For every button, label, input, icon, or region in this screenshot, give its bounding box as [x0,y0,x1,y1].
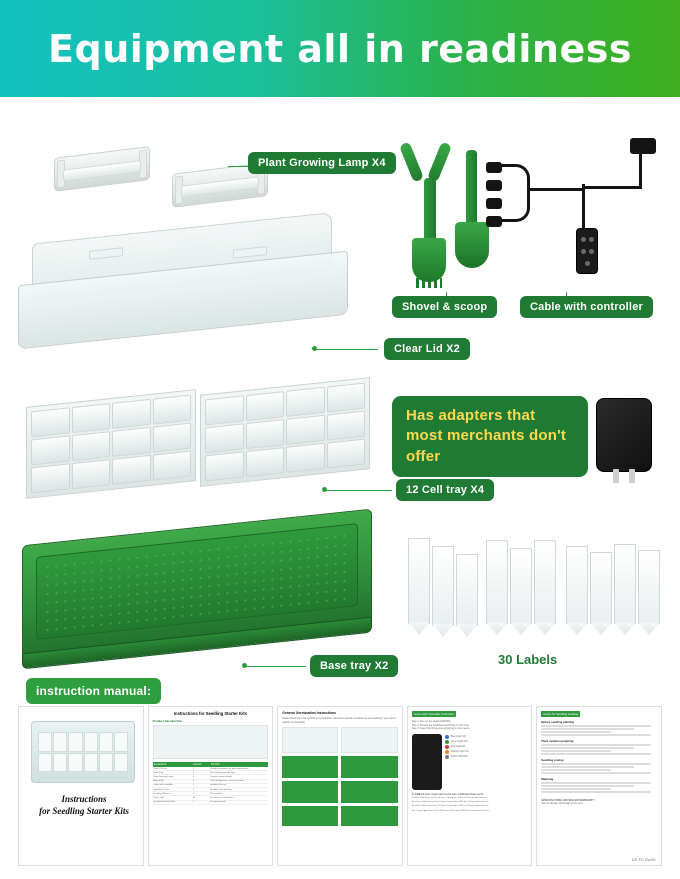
table-cell: 2 [192,771,194,774]
text-line [541,763,651,765]
legend-label: Blue Light ON [450,735,466,739]
tray-cell [327,439,366,469]
legend-label: Red Light ON [450,745,466,749]
manual-sheet-4 [536,706,662,866]
tray-cell [112,427,151,457]
sheet2-step-image-5 [282,781,338,803]
manual-sheet-2 [277,706,403,866]
legend-swatch [445,750,449,754]
legend-swatch [445,755,449,759]
callout-cell-tray: 12 Cell tray X4 [396,479,494,501]
callout-line-lamp [228,166,250,167]
lamp-end-cap-left [57,160,65,189]
text-line [541,766,633,768]
callout-shovel: Shovel & scoop [392,296,497,318]
sheet4-sections [541,720,657,793]
table-cell: 1 [192,792,194,795]
callout-labels: 30 Labels [498,652,558,667]
cell-tray-2 [200,377,370,487]
text-line [541,731,610,733]
table-cell: Seedling Scissor [209,784,227,787]
plant-label-3 [456,554,478,626]
callout-line-lid [316,349,378,350]
text-line [541,782,651,784]
callout-lid: Clear Lid X2 [384,338,470,360]
controller-button-1[interactable] [581,237,586,242]
cable-wire-main [530,188,582,191]
tray-cell [31,463,70,493]
sheet1-header-function: Function [210,763,220,766]
tray-cell [72,459,111,489]
plant-label-5 [510,548,532,624]
sheet1-subtitle: Product Introduction [152,719,183,723]
controller-button-4[interactable] [589,249,594,254]
cell-tray-1 [26,389,196,499]
text-line [541,750,610,752]
table-cell: Plant Growing Lamp [153,775,174,778]
cover-title-line-2: for Seedling Starter Kits [39,806,129,817]
legend-label: Orange Light ON [450,750,469,754]
text-line [541,785,633,787]
tray-cell [327,383,366,413]
sheet2-step-image-8 [341,806,397,826]
section-heading: Before seedling planting [541,720,575,724]
cable-plug-1 [486,162,502,173]
tray-cell [286,387,325,417]
controller-button-2[interactable] [589,237,594,242]
tray-cell [72,431,111,461]
callout-line-cell-tray [326,490,392,491]
table-cell: 1 [192,780,194,783]
sheet2-body: Please check your seed packet for germination instructions specific to plants you are seeking in your (Seed packets not included) [282,717,396,724]
text-line [541,747,633,749]
cover-tray-illustration [31,721,135,783]
table-cell: 1 [192,801,194,804]
sheet1-header-accessories: Accessories [153,763,167,766]
cable-with-controller [486,140,656,290]
tray-cell [153,451,192,481]
grow-lamp-1 [54,146,150,192]
tray-cell [327,411,366,441]
tray-cell [72,403,111,433]
cable-plug-3 [486,198,502,209]
sheet3-notes [412,797,528,813]
controller-button-3[interactable] [581,249,586,254]
callout-line-base-tray [246,666,306,667]
sheet2-step-image-7 [282,806,338,826]
plant-label-6 [534,540,556,624]
table-cell: Plant marker [209,792,223,795]
tray-cell [153,423,192,453]
list-item: the Orange light turns on for 18 hours it then goes OFF for 6 hours then back on [411,809,490,812]
table-cell: Seedling Whisper [153,792,171,795]
tray-cell [286,415,325,445]
table-cell: Connect power supply [209,775,232,778]
tray-cell [153,395,192,425]
callout-lamp: Plant Growing Lamp X4 [248,152,396,174]
table-cell: 1 [192,788,194,791]
plant-label-10 [638,550,660,624]
sheet4-footer: MANUFACTURE AND SELLER WARRANTY [541,798,595,802]
callout-manual: instruction manual: [26,678,161,704]
plant-label-4 [486,540,508,624]
sheet2-step-image-1 [282,727,338,753]
lamp-end-cap-left [175,176,183,205]
cable-controller [576,228,598,274]
callout-adapter: Has adapters that most merchants don't offer [392,396,588,477]
page-title: Equipment all in readiness [48,26,632,71]
plant-label-9 [614,544,636,624]
text-line [541,725,651,727]
sheet4-email: Service Email: service@xxxxxx.com [541,801,583,805]
cover-title [29,793,139,817]
instruction-manual-sheets [18,706,662,866]
sheet3-note-title: In ONE 24 hour cycle each color has a different time cycle [411,792,484,796]
list-item: Step 2: Choose the brightness according to your need. [411,723,470,727]
callout-dot-base-tray [242,663,247,668]
sheet3-steps [412,720,528,731]
tray-cell [31,435,70,465]
sheet3-controller-illustration [412,734,442,790]
legend-swatch [445,735,449,739]
table-cell: 4 [192,775,194,778]
callout-base-tray: Base tray X2 [310,655,398,677]
list-item [445,745,528,749]
controller-power-button[interactable] [585,261,590,266]
text-line [541,772,651,774]
cable-plug-2 [486,180,502,191]
sheet3-legend [445,734,528,790]
table-cell: Plant Label [153,796,165,799]
certification-marks: CE FC RoHS [631,858,656,862]
legend-label: Green Light ON [450,740,468,744]
tray-cell [31,407,70,437]
sheet2-step-image-3 [282,756,338,778]
usb-connector [630,138,656,154]
cable-plug-4 [486,216,502,227]
legend-swatch [445,745,449,749]
text-line [541,734,651,736]
table-cell: Seed Tray [153,771,164,774]
tray-cell [246,391,285,421]
cable-wire-upper [584,186,642,189]
power-adapter [596,398,652,472]
plant-label-2 [432,546,454,626]
tray-cell [205,395,244,425]
list-item [445,740,528,744]
tray-cell [112,399,151,429]
sheet1-photo [153,725,269,759]
plant-label-1 [408,538,430,624]
table-cell: Seedling transplanting [209,788,232,791]
lamp-end-cap-right [139,149,147,178]
manual-sheet-3 [407,706,533,866]
list-item: the Red Light turns on for 3 hours, it then goes OFF for 21 hours then back on [411,796,488,799]
plant-label-8 [590,552,612,624]
text-line [541,753,651,755]
table-cell: 1 [192,784,194,787]
table-cell: Large 4 Packs [153,767,168,770]
base-tray [22,509,372,664]
table-cell: Control brightness, on/off and timer [209,780,245,783]
tray-cell [246,419,285,449]
text-line [541,788,610,790]
callout-dot-cell-tray [322,487,327,492]
table-row [153,801,269,805]
callout-dot-lid [312,346,317,351]
text-line [541,744,651,746]
cover-tray-cells [38,732,128,772]
fork-tip [412,238,446,282]
cover-title-line-1: Instructions [61,794,107,804]
table-cell: Adapter/kit [153,780,164,783]
fork-prong-left [399,141,424,182]
manual-sheet-cover [18,706,144,866]
cable-split-junction [502,164,530,222]
table-cell: Seedling Heating Mats [153,801,176,804]
tray-cell [205,451,244,481]
tray-cell [205,423,244,453]
legend-swatch [445,740,449,744]
table-cell: For plant growth [209,801,226,804]
list-item: the Blue Light turns on for 12 hours it then goes OFF for 12 hours then back on [411,805,489,808]
list-item: the Green light turns on for 6 hours, it then goes OFF for 18 hours then back on [411,801,489,804]
sheet2-title: General Germination Instructions [282,711,337,715]
scoop-handle [466,150,477,232]
section-heading: Seedling sowing [541,757,564,762]
manual-sheet-1 [148,706,274,866]
section-heading: Watering [541,776,554,781]
tray-cell [286,443,325,473]
tray-cell [112,455,151,485]
text-line [541,791,651,793]
lid-vent-2 [233,246,267,259]
sheet4-title: Notice for Seedling Growing [543,712,579,716]
table-cell: Plant lighting provide light [209,771,235,774]
header-banner [0,0,680,97]
list-item [445,735,528,739]
list-item: Step 3: Select the timing time according to your needs. [411,727,470,731]
sheet1-header-amount: Amount [193,763,202,766]
adapter-prong-right [629,469,635,483]
section-heading: Plant medium preparing [541,738,574,743]
lid-vent-1 [89,247,123,260]
scoop-head [455,222,489,268]
sheet2-step-image-6 [341,781,397,803]
plant-label-7 [566,546,588,624]
list-item [445,750,528,754]
text-line [541,728,633,730]
sheet2-step-image-4 [341,756,397,778]
list-item [445,755,528,759]
table-cell: 2 [192,767,194,770]
tray-cell [246,447,285,477]
table-cell: Cable with controller [153,784,174,787]
legend-label: Switch ON/OFF [450,755,468,759]
sheet3-title: Grow Light Controller Instruction [413,712,454,716]
text-line [541,769,610,771]
table-cell: 30 [192,796,196,799]
sheet2-step-image-2 [341,727,397,753]
table-cell: Provide the temperature [209,796,234,799]
sheet1-title: Instructions for Seedling Starter Kits [173,711,247,716]
sheet1-table [153,767,269,805]
callout-cable: Cable with controller [520,296,653,318]
table-cell: Provide incubators for plant germination [209,767,249,770]
adapter-prong-left [613,469,619,483]
cable-wire-to-controller [582,184,585,230]
list-item: Step 1: Turn on the switch (ON/OFF). [411,720,452,723]
table-cell: Seedling Scissor [153,788,170,791]
